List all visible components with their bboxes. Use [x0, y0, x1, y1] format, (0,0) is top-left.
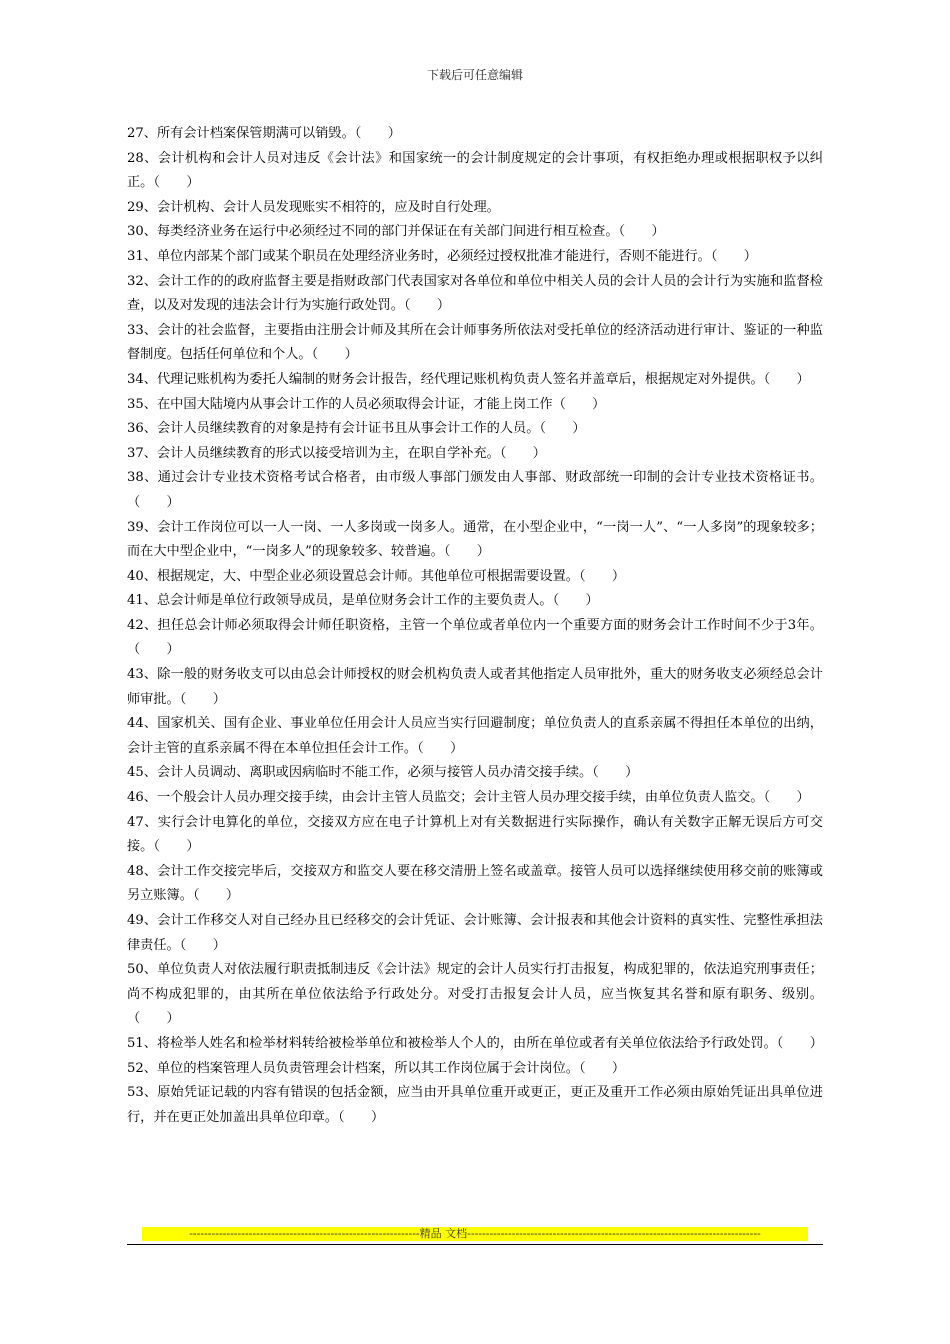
footer-divider [127, 1244, 823, 1245]
question-list [127, 122, 823, 1130]
question-item: 50、单位负责人对依法履行职责抵制违反《会计法》规定的会计人员实行打击报复，构成犯罪的，依法追究刑事责任；尚不构成犯罪的，由其所在单位依法给予行政处分。对受打击报复会计人员，应当恢复其名誉和原有职务、级别。（ ） [127, 962, 823, 1027]
question-item: 27、所有会计档案保管期满可以销毁。（ ） [127, 126, 401, 141]
question-item: 38、通过会计专业技术资格考试合格者，由市级人事部门颁发由人事部、财政部统一印制的会计专业技术资格证书。（ ） [127, 470, 823, 510]
question-item: 45、会计人员调动、离职或因病临时不能工作，必须与接管人员办清交接手续。（ ） [127, 765, 639, 781]
question-item: 52、单位的档案管理人员负责管理会计档案，所以其工作岗位属于会计岗位。（ ） [127, 1060, 626, 1076]
question-item: 42、担任总会计师必须取得会计师任职资格，主管一个单位或者单位内一个重要方面的财务会计工作时间不少于3年。（ ） [127, 617, 823, 658]
question-item: 51、将检举人姓名和检举材料转给被检举单位和被检举人个人的，由所在单位或者有关单位依法给予行政处罚。（ ） [127, 1035, 823, 1051]
question-item: 40、根据规定，大、中型企业必须设置总会计师。其他单位可根据需要设置。（ ） [127, 568, 626, 584]
question-item: 35、在中国大陆境内从事会计工作的人员必须取得会计证，才能上岗工作（ ） [127, 396, 606, 412]
question-item: 47、实行会计电算化的单位，交接双方应在电子计算机上对有关数据进行实际操作，确认有关数字正解无误后方可交接。（ ） [127, 814, 823, 855]
question-item: 34、代理记账机构为委托人编制的财务会计报告，经代理记账机构负责人签名并盖章后，根据规定对外提供。（ ） [127, 371, 810, 387]
question-item: 41、总会计师是单位行政领导成员，是单位财务会计工作的主要负责人。（ ） [127, 593, 599, 609]
question-item: 53、原始凭证记载的内容有错误的包括金额，应当由开具单位重开或更正，更正及重开工作必须由原始凭证出具单位进行，并在更正处加盖出具单位印章。（ ） [127, 1085, 823, 1125]
question-item: 37、会计人员继续教育的形式以接受培训为主，在职自学补充。（ ） [127, 445, 546, 461]
question-item: 49、会计工作移交人对自己经办且已经移交的会计凭证、会计账簿、会计报表和其他会计资料的真实性、完整性承担法律责任。（ ） [127, 913, 823, 953]
question-item: 46、一个般会计人员办理交接手续，由会计主管人员监交；会计主管人员办理交接手续，由单位负责人监交。（ ） [127, 790, 810, 806]
question-item: 30、每类经济业务在运行中必须经过不同的部门并保证在有关部门间进行相互检查。（ ） [127, 224, 665, 240]
page-header: 下载后可任意编辑 [426, 68, 523, 82]
question-item: 36、会计人员继续教育的对象是持有会计证书且从事会计工作的人员。（ ） [127, 421, 586, 437]
question-item: 29、会计机构、会计人员发现账实不相符的，应及时自行处理。 [127, 199, 500, 215]
question-item: 32、会计工作的的政府监督主要是指财政部门代表国家对各单位和单位中相关人员的会计人员的会计行为实施和监督检查，以及对发现的违法会计行为实施行政处罚。（ ） [127, 273, 823, 314]
question-item: 33、会计的社会监督，主要指由注册会计师及其所在会计师事务所依法对受托单位的经济活动进行审计、鉴证的一种监督制度。包括任何单位和个人。（ ） [127, 322, 823, 363]
question-item: 31、单位内部某个部门或某个职员在处理经济业务时，必须经过授权批准才能进行，否则不能进行。（ ） [127, 248, 757, 264]
question-item: 48、会计工作交接完毕后，交接双方和监交人要在移交清册上签名或盖章。接管人员可以选择继续使用移交前的账簿或另立账簿。（ ） [127, 863, 823, 904]
footer-banner: --------------------------------------------------------------精品 文档------------------------------------------------------------------------------- [142, 1227, 808, 1241]
question-item: 28、会计机构和会计人员对违反《会计法》和国家统一的会计制度规定的会计事项，有权拒绝办理或根据职权予以纠正。（ ） [127, 150, 823, 191]
question-item: 44、国家机关、国有企业、事业单位任用会计人员应当实行回避制度；单位负责人的直系亲属不得担任本单位的出纳，会计主管的直系亲属不得在本单位担任会计工作。（ ） [127, 716, 823, 756]
question-item: 39、会计工作岗位可以一人一岗、一人多岗或一岗多人。通常，在小型企业中，“一岗一人”、“一人多岗”的现象较多；而在大中型企业中，“一岗多人”的现象较多、较普遍。（ ） [127, 519, 823, 560]
question-item: 43、除一般的财务收支可以由总会计师授权的财会机构负责人或者其他指定人员审批外，重大的财务收支必须经总会计师审批。（ ） [127, 667, 823, 707]
